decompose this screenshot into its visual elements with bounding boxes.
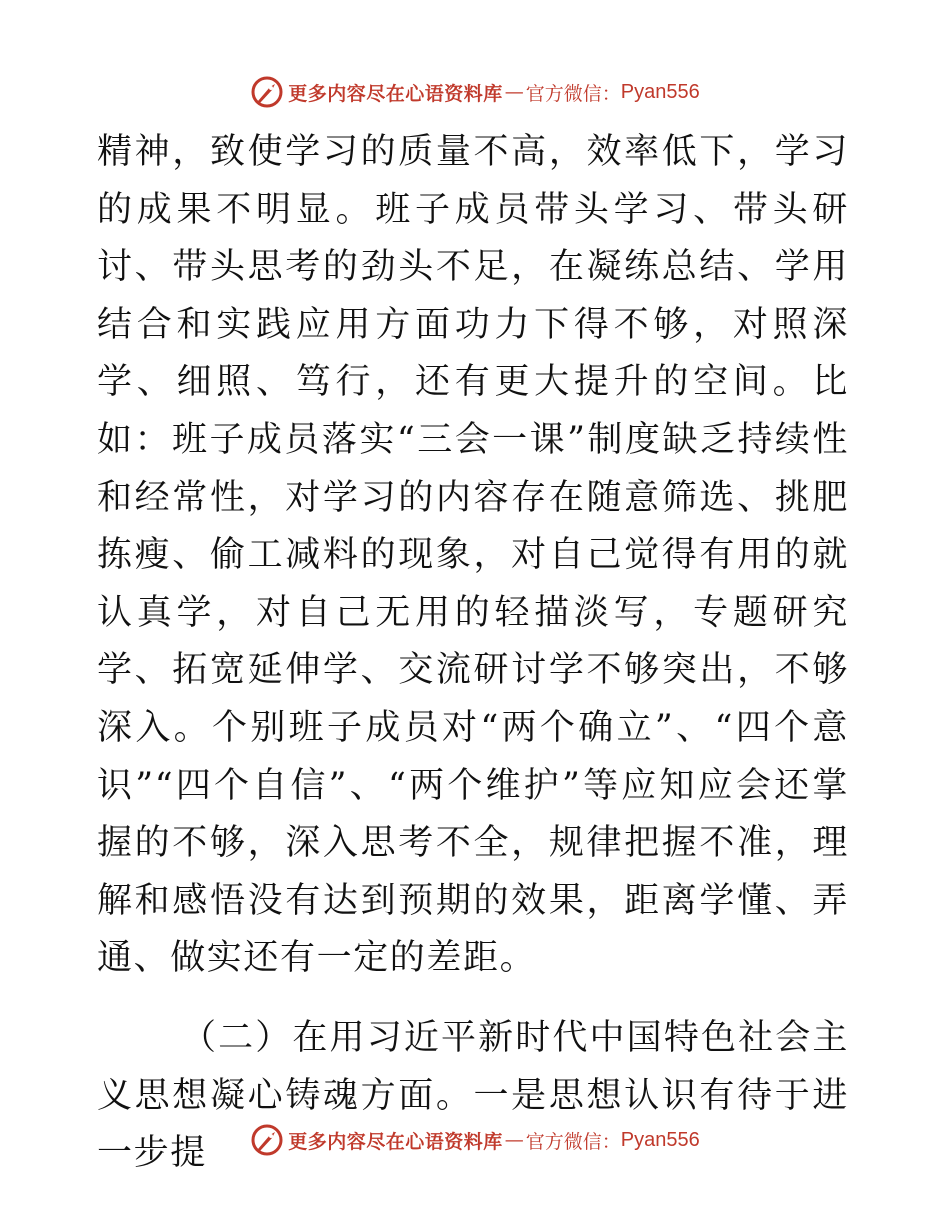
watermark-text: 更多内容尽在心语资料库	[288, 82, 503, 105]
paragraph-1: 精神，致使学习的质量不高，效率低下，学习的成果不明显。班子成员带头学习、带头研讨、带头思考的劲头不足，在凝练总结、学用结合和实践应用方面功力下得不够，对照深学、细照、笃行，还有更大提升的空间。比如：班子成员落实“三会一课”制度缺乏持续性和经常性，对学习的内容存在随意筛选、挑肥拣瘦、偷工减料的现象，对自己觉得有用的就认真学，对自己无用的轻描淡写，专题研究学、拓宽延伸学、交流研讨学不够突出，不够深入。个别班子成员对“两个确立”、“四个意识”“四个自信”、“两个维护”等应知应会还掌握的不够，深入思考不全，规律把握不准，理解和感悟没有达到预期的效果，距离学懂、弄通、做实还有一定的差距。	[97, 132, 849, 979]
watermark-wechat-id: Pyan556	[620, 1128, 700, 1151]
watermark-banner-bottom	[0, 1120, 950, 1160]
document-body	[97, 124, 849, 1183]
watermark-text: 更多内容尽在心语资料库	[288, 1130, 503, 1153]
watermark-banner-top	[0, 72, 950, 112]
watermark-dash: —	[504, 81, 524, 103]
pen-nib-logo-icon	[250, 1123, 284, 1157]
watermark-dash: —	[504, 1129, 524, 1151]
paragraph-2: （二）在用习近平新时代中国特色社会主义思想凝心铸魂方面。一是思想认识有待于进一步提	[97, 1017, 849, 1174]
pen-nib-logo-icon	[250, 75, 284, 109]
watermark-wechat-label: 官方微信：	[525, 82, 621, 105]
watermark-wechat-id: Pyan556	[620, 80, 700, 103]
watermark-wechat-label: 官方微信：	[525, 1130, 621, 1153]
